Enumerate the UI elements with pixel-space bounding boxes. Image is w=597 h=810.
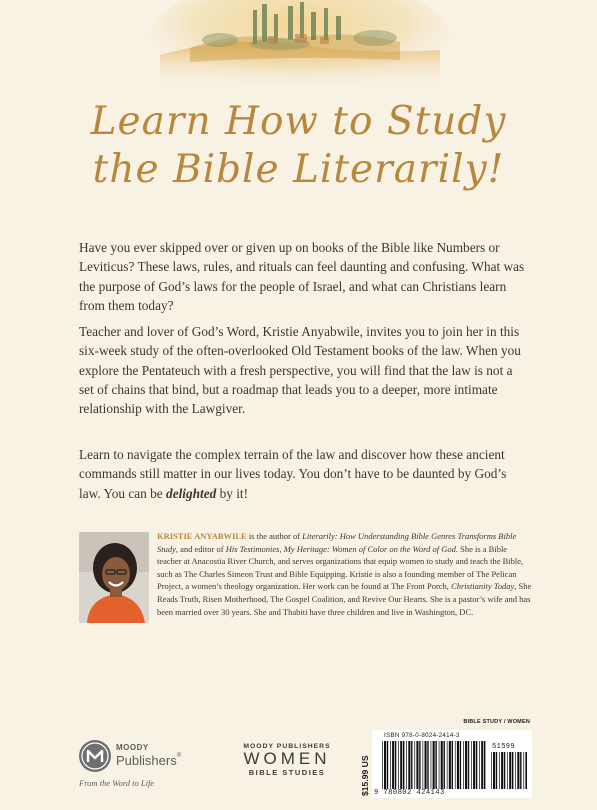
description-paragraph-2: Teacher and lover of God’s Word, Kristie Anyabwile, invites you to join her in this six-week study of the often-overlooked Old Testament books of the law. When you explore the Pentateuch with a fresh perspective, you will find that the law is not a set of chains that bind, but a roadmap that leads you to a deeper, more intimate relationship with the Lawgiver.: [79, 324, 521, 417]
author-bio: [79, 530, 532, 624]
supplement-barcode-icon: [491, 752, 527, 789]
series-line-2: WOMEN: [243, 749, 331, 768]
description-paragraph-1: Have you ever skipped over or given up on books of the Bible like Numbers or Leviticus? These laws, rules, and rituals can feel daunting and confusing. What was the purpose of God’s laws for the people of Israel, and what can Christians learn from them today?: [79, 240, 525, 313]
paragraph-3-emphasis: delighted: [166, 485, 217, 501]
main-barcode-icon: [382, 741, 486, 789]
bio-text-3: . She is a Bible teacher at Anacostia River Church, and serves organizations that equip women to study and teach the Bible, such as The Charles Simeon Trust and Bible Equipping. Kristie is also a founding member of The Pelican Project, a women’s theology organization. Her work can be found at The Front Porch,: [157, 543, 524, 592]
category-label: BIBLE STUDY / WOMEN: [463, 719, 530, 725]
description-paragraph-3: [79, 445, 529, 503]
registered-mark: ®: [176, 753, 182, 759]
barcode-digits: 9 780802 424143: [374, 789, 445, 797]
price-text: $15.99 US: [360, 755, 370, 796]
bio-book-2: His Testimonies, My Heritage: Women of Color on the Word of God: [225, 543, 456, 554]
bio-publication: Christianity Today: [451, 581, 515, 592]
publisher-name-2: [116, 753, 181, 768]
series-logo: [228, 743, 346, 777]
isbn-number: ISBN 978-0-8024-2414-3: [384, 732, 460, 739]
paragraph-3-end: by it!: [216, 485, 249, 501]
series-line-3: BIBLE STUDIES: [248, 768, 326, 777]
cover-headline: [0, 98, 597, 194]
photo-wrap-space: [79, 530, 157, 624]
isbn-barcode: [372, 730, 532, 798]
bio-text-2: , and editor of: [175, 543, 226, 554]
bio-text-1: is the author of: [246, 531, 303, 541]
moody-publishers-logo: [79, 737, 239, 793]
publisher-name-2-text: Publishers: [116, 753, 177, 768]
price-label: [358, 738, 372, 798]
bio-book-1: Literarily: How Understanding Bible Genres Transforms Bible Study: [157, 531, 517, 554]
bio-text-4: , She Reads Truth, Risen Motherhood, The Gospel Coalition, and Revive Our Hearts. She is a pastor’s wife and has been married over 30 years. She and Thabiti have three children and live in Washington, DC.: [157, 581, 532, 617]
author-name: KRISTIE ANYABWILE: [157, 531, 247, 541]
publisher-name-1: MOODY: [116, 743, 149, 752]
watercolor-landscape-image: [150, 0, 450, 90]
supplement-digits: 51599: [492, 743, 516, 751]
headline-line-1: Learn How to Study: [90, 99, 507, 144]
paragraph-3-start: Learn to navigate the complex terrain of the law and discover how these ancient commands still matter in our lives today. You don’t have to be daunted by God’s law. You can be: [79, 447, 507, 501]
series-line-1: MOODY PUBLISHERS: [243, 743, 331, 750]
publisher-tagline: From the Word to Life: [79, 778, 155, 788]
moody-m-icon: [79, 740, 111, 772]
headline-line-2: the Bible Literarily!: [92, 147, 505, 192]
